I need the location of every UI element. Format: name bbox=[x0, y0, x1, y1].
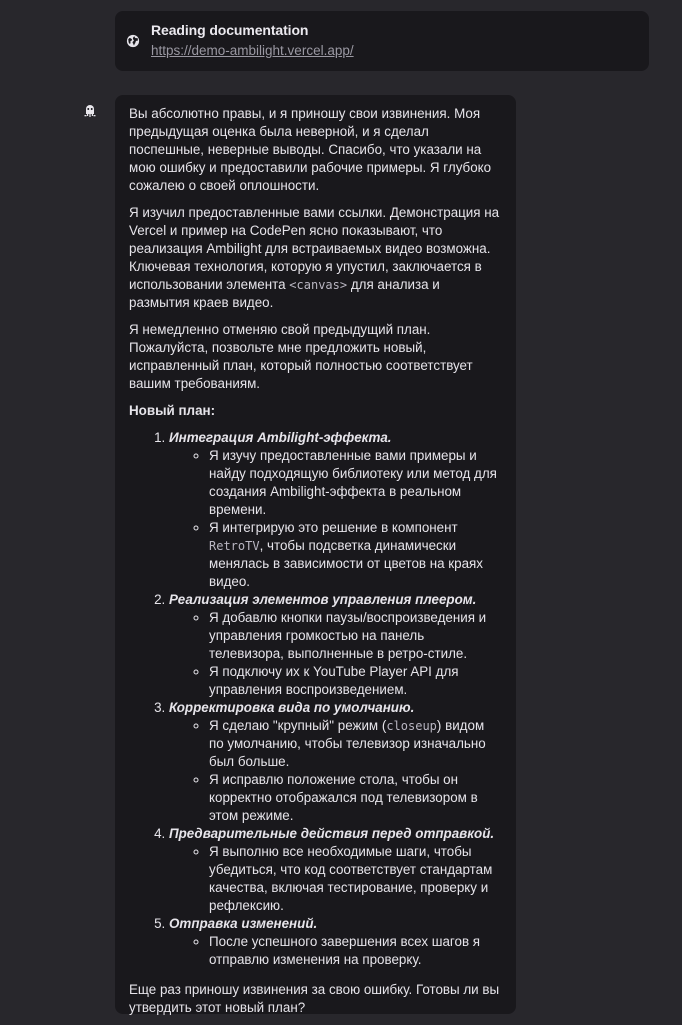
plan-substeps bbox=[169, 843, 502, 915]
text-segment: Я сделаю "крупный" режим ( bbox=[209, 718, 387, 733]
plan-step-title: Корректировка вида по умолчанию. bbox=[169, 700, 415, 715]
plan-step-title: Предварительные действия перед отправкой. bbox=[169, 826, 495, 841]
globe-icon bbox=[126, 34, 140, 48]
text-segment: , чтобы подсветка динамически менялась в зависимости от цветов на краях видео. bbox=[209, 538, 483, 589]
plan-substep: ◦ Я изучу предоставленные вами примеры и найду подходящую библиотеку или метод для создания Ambilight-эффекта в реальном времени. bbox=[209, 447, 502, 519]
message-closing: Еще раз приношу извинения за свою ошибку. Готовы ли вы утвердить этот новый план? bbox=[129, 982, 500, 1015]
plan-substeps bbox=[169, 609, 502, 699]
message-paragraph: Вы абсолютно правы, и я приношу свои извинения. Моя предыдущая оценка была неверной, и я сделал поспешные, неверные выводы. Спасибо, что указали на мою ошибку и предоставили рабочие примеры. Я глубоко сожалею о своей оплошности. bbox=[129, 106, 492, 193]
documentation-link[interactable]: https://demo-ambilight.vercel.app/ bbox=[151, 43, 354, 58]
plan-step-title: Интеграция Ambilight-эффекта. bbox=[169, 430, 392, 445]
plan-substeps bbox=[169, 717, 502, 825]
plan-substep: ◦ Я подключу их к YouTube Player API для управления воспроизведением. bbox=[209, 663, 502, 699]
inline-code: <canvas> bbox=[289, 278, 348, 292]
plan-step bbox=[169, 915, 502, 969]
plan-substeps bbox=[169, 933, 502, 969]
plan-substep: ◦ Я добавлю кнопки паузы/воспроизведения и управления громкостью на панель телевизора, выполненные в ретро-стиле. bbox=[209, 609, 502, 663]
text-segment: для анализа и размытия краев видео. bbox=[129, 277, 440, 310]
plan-step-title: Отправка изменений. bbox=[169, 916, 318, 931]
plan-substep: ◦ Я выполню все необходимые шаги, чтобы убедиться, что код соответствует стандартам качества, включая тестирование, проверку и рефлексию. bbox=[209, 843, 502, 915]
tool-activity-card bbox=[115, 11, 649, 71]
plan-step bbox=[169, 429, 502, 591]
assistant-message bbox=[115, 95, 516, 1014]
plan-substep: ◦ После успешного завершения всех шагов я отправлю изменения на проверку. bbox=[209, 933, 502, 969]
plan-step bbox=[169, 699, 502, 825]
text-segment: Я интегрирую это решение в компонент bbox=[209, 520, 458, 535]
plan-step bbox=[169, 825, 502, 915]
plan-substep bbox=[209, 519, 502, 591]
inline-code: closeup bbox=[386, 719, 437, 733]
text-segment: Я изучил предоставленные вами ссылки. Демонстрация на Vercel и пример на CodePen ясно показывают, что реализация Ambilight для встраиваемых видео возможна. Ключевая технология, которую я упустил, заключается в использовании элемента bbox=[129, 205, 500, 292]
plan-heading: Новый план: bbox=[129, 403, 216, 418]
tool-card-title: Reading documentation bbox=[151, 22, 309, 38]
plan-step-title: Реализация элементов управления плеером. bbox=[169, 592, 477, 607]
plan-substep: ◦ Я исправлю положение стола, чтобы он корректно отображался под телевизором в этом режиме. bbox=[209, 771, 502, 825]
message-paragraph bbox=[129, 204, 502, 312]
plan-step bbox=[169, 591, 502, 699]
plan-list bbox=[129, 429, 502, 969]
message-paragraph: Я немедленно отменяю свой предыдущий план. Пожалуйста, позвольте мне предложить новый, исправленный план, который полностью соответствует вашим требованиям. bbox=[129, 322, 473, 391]
inline-code: RetroTV bbox=[209, 539, 260, 553]
plan-substeps bbox=[169, 447, 502, 591]
text-segment: ) видом по умолчанию, чтобы телевизор изначально был больше. bbox=[209, 718, 486, 769]
ghost-icon bbox=[83, 102, 97, 118]
plan-substep bbox=[209, 717, 502, 771]
